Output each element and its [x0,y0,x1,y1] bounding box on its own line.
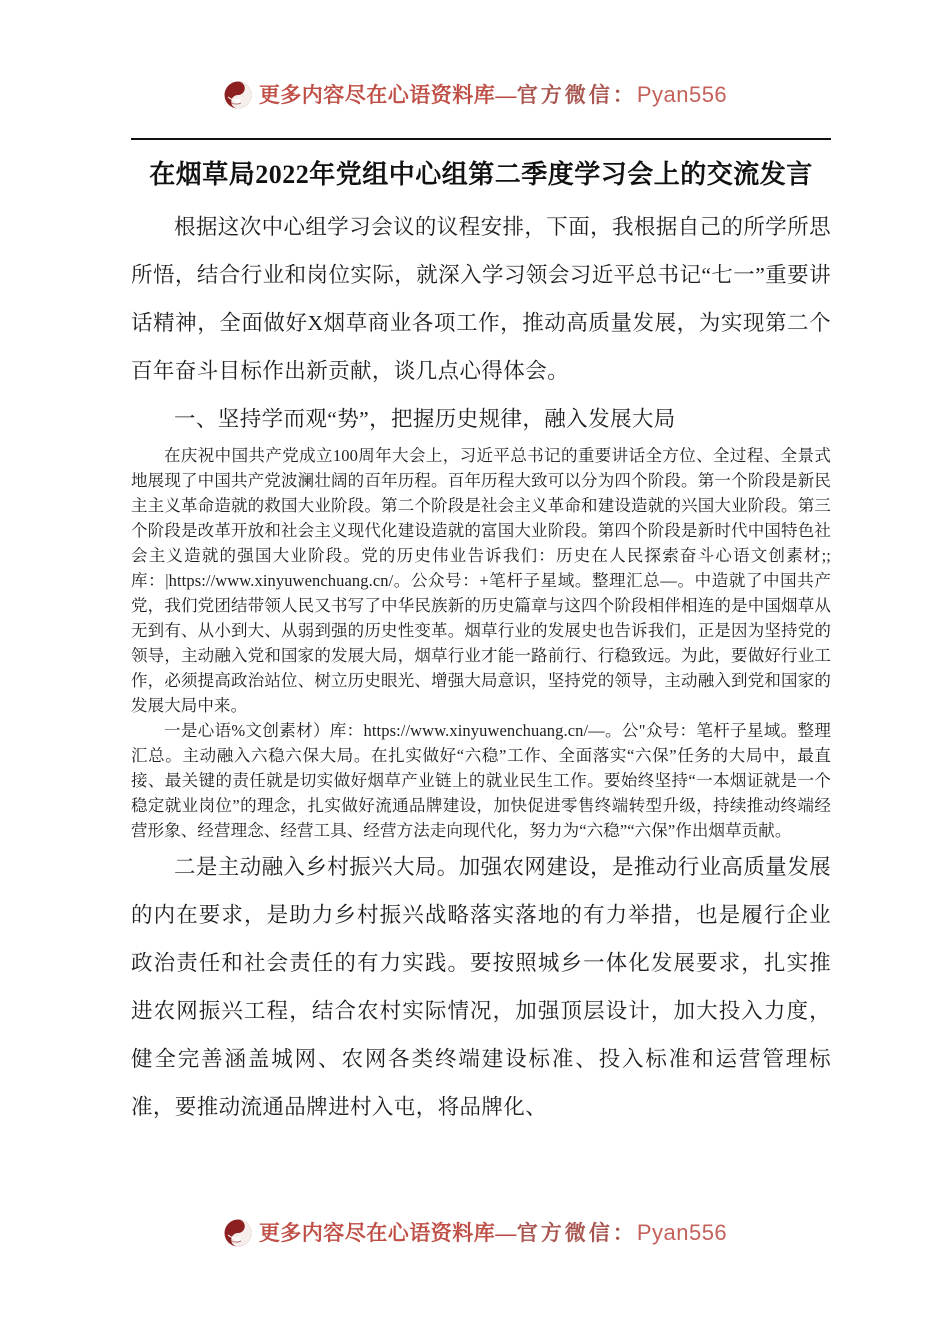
intro-paragraph: 根据这次中心组学习会议的议程安排，下面，我根据自己的所学所思所悟，结合行业和岗位实际，就深入学习领会习近平总书记“七一”重要讲话精神，全面做好X烟草商业各项工作，推动高质量发展，为实现第二个百年奋斗目标作出新贡献，谈几点心得体会。 [131,215,832,383]
top-watermark-banner [0,80,950,110]
watermark-label: 官方微信： [516,1221,637,1245]
fish-circle-logo-icon [223,1218,253,1248]
watermark-dash: — [495,1221,517,1245]
watermark-text [259,1222,727,1244]
document-content [131,155,831,1131]
watermark-handle: Pyan556 [636,82,728,107]
section-heading-one: 一、坚持学而观“势”，把握历史规律，融入发展大局 [174,407,676,431]
fish-circle-logo-icon [223,80,253,110]
page-title: 在烟草局2022年党组中心组第二季度学习会上的交流发言 [149,160,813,189]
header-divider [131,138,831,140]
body-paragraph-1: 在庆祝中国共产党成立100周年大会上，习近平总书记的重要讲话全方位、全过程、全景式地展现了中国共产党波澜壮阔的百年历程。百年历程大致可以分为四个阶段。第一个阶段是新民主主义革命造就的救国大业阶段。第二个阶段是社会主义革命和建设造就的兴国大业阶段。第三个阶段是改革开放和社会主义现代化建设造就的富国大业阶段。第四个阶段是新时代中国特色社会主义造就的强国大业阶段。党的历史伟业告诉我们：历史在人民探索奋斗心语文创素材;;库：|https://www.xinyuwenchuang.cn/。公众号：+笔杆子星域。整理汇总—。中造就了中国共产党，我们党团结带领人民又书写了中华民族新的历史篇章与这四个阶段相伴相连的是中国烟草从无到有、从小到大、从弱到强的历史性变革。烟草行业的发展史也告诉我们，正是因为坚持党的领导，主动融入党和国家的发展大局，烟草行业才能一路前行、行稳致远。为此，要做好行业工作，必须提高政治站位、树立历史眼光、增强大局意识，坚持党的领导，主动融入到党和国家的发展大局中来。 [131,446,831,715]
body-paragraph-2: 一是心语%文创素材）库：https://www.xinyuwenchuang.cn/—。公"众号：笔杆子星域。整理汇总。主动融入六稳六保大局。在扎实做好“六稳”工作、全面落实“六保”任务的大局中，最直接、最关键的责任就是切实做好烟草产业链上的就业民生工作。要始终坚持“一本烟证就是一个稳定就业岗位”的理念，扎实做好流通品牌建设，加快促进零售终端转型升级，持续推动终端经营形象、经营理念、经营工具、经营方法走向现代化，努力为“六稳”“六保”作出烟草贡献。 [131,721,831,840]
bottom-watermark-banner [0,1218,950,1248]
watermark-main-text: 更多内容尽在心语资料库 [258,83,496,107]
body-paragraph-3: 二是主动融入乡村振兴大局。加强农网建设，是推动行业高质量发展的内在要求，是助力乡村振兴战略落实落地的有力举措，也是履行企业政治责任和社会责任的有力实践。要按照城乡一体化发展要求，扎实推进农网振兴工程，结合农村实际情况，加强顶层设计，加大投入力度，健全完善涵盖城网、农网各类终端建设标准、投入标准和运营管理标准，要推动流通品牌进村入屯，将品牌化、 [131,855,832,1119]
watermark-handle: Pyan556 [636,1220,728,1245]
watermark-text [259,84,727,106]
watermark-label: 官方微信： [516,83,637,107]
watermark-main-text: 更多内容尽在心语资料库 [258,1221,496,1245]
watermark-dash: — [495,83,517,107]
